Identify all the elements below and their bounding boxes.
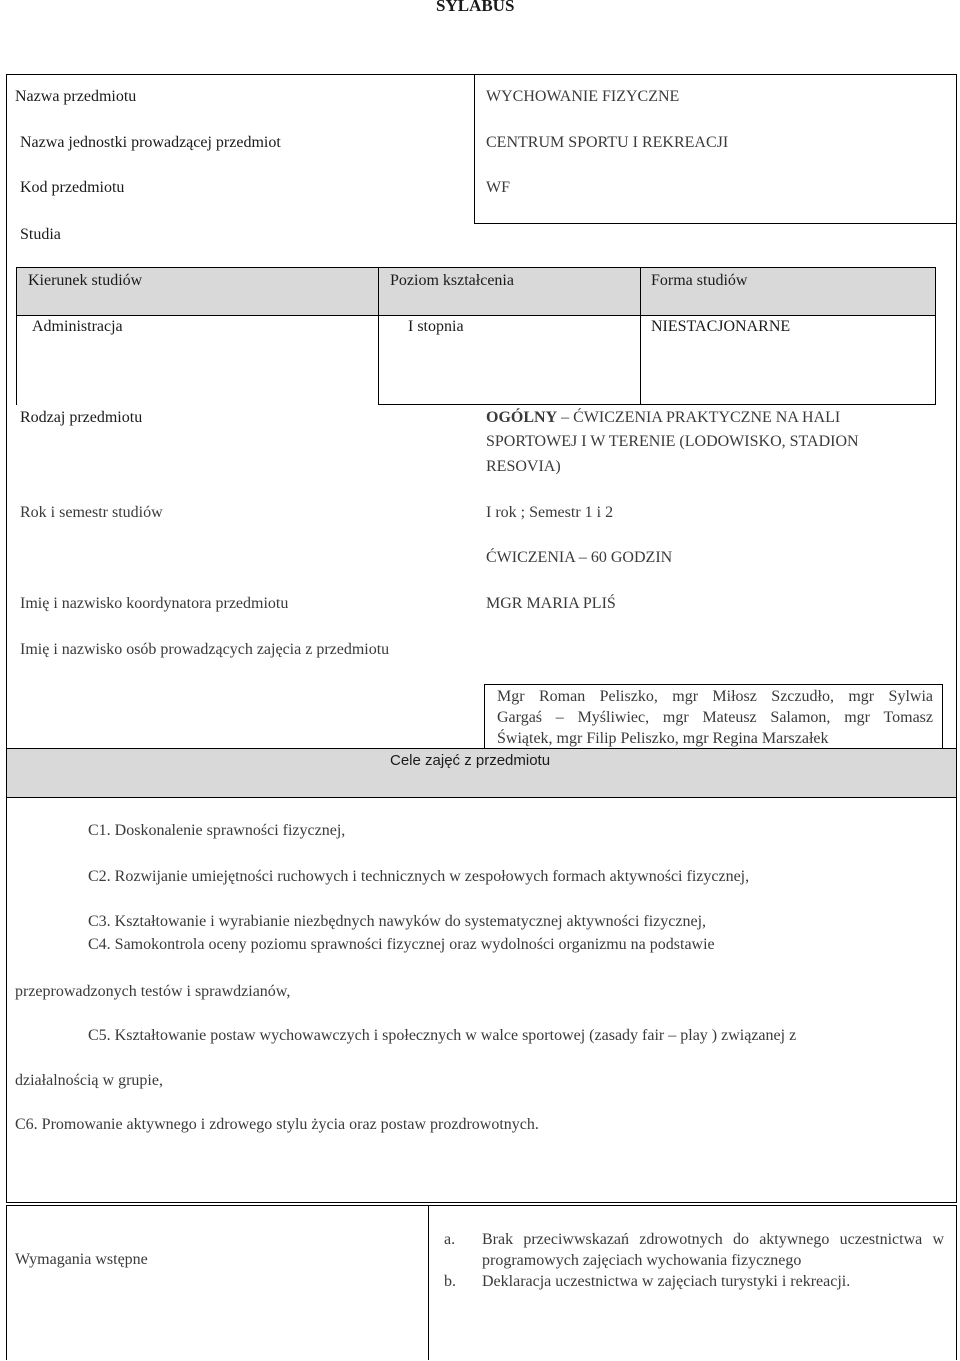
page-title: SYLABUS <box>436 0 515 15</box>
goal-c3: C3. Kształtowanie i wyrabianie niezbędnych nawyków do systematycznej aktywności fizycznej, <box>88 913 707 930</box>
studies-header-level: Poziom kształcenia <box>390 272 514 289</box>
type-value-line3: RESOVIA) <box>486 458 561 475</box>
table-divider-top <box>474 74 475 224</box>
requirement-item <box>444 1271 944 1292</box>
table-border-right <box>956 74 957 798</box>
teachers-box-left <box>484 684 485 748</box>
requirement-item <box>444 1229 944 1271</box>
type-value-bold: OGÓLNY <box>486 409 558 426</box>
teachers-list <box>497 686 933 749</box>
studies-border-bottom <box>378 404 936 405</box>
studies-header-form: Forma studiów <box>651 272 748 289</box>
requirements-list <box>444 1229 944 1292</box>
type-value-line2: SPORTOWEJ I W TERENIE (LODOWISKO, STADION <box>486 433 859 450</box>
unit-label: Nazwa jednostki prowadzącej przedmiot <box>20 134 281 151</box>
coordinator-value: MGR MARIA PLIŚ <box>486 595 616 612</box>
goal-c4: C4. Samokontrola oceny poziomu sprawności fizycznej oraz wydolności organizmu na podstawie <box>88 936 715 953</box>
studies-value-level: I stopnia <box>408 318 464 335</box>
hours-value: ĆWICZENIA – 60 GODZIN <box>486 549 673 566</box>
req-divider <box>428 1205 429 1360</box>
table-border-top <box>6 74 957 75</box>
studies-value-field: Administracja <box>32 318 123 335</box>
studies-divider-2 <box>640 267 641 405</box>
year-value: I rok ; Semestr 1 i 2 <box>486 504 614 521</box>
teachers-box-right <box>942 684 943 748</box>
goals-border-right <box>956 797 957 1203</box>
teachers-line: Gargaś – Myśliwiec, mgr Mateusz Salamon, mgr Tomasz <box>497 709 933 726</box>
year-label: Rok i semestr studiów <box>20 504 163 521</box>
req-border-top <box>6 1205 957 1206</box>
studies-border-left <box>16 267 17 405</box>
studies-header-field: Kierunek studiów <box>28 272 143 289</box>
coordinator-label: Imię i nazwisko koordynatora przedmiotu <box>20 595 289 612</box>
teachers-box-top <box>484 684 943 685</box>
table-hline <box>474 223 957 224</box>
req-border-right <box>956 1205 957 1360</box>
goal-c5: C5. Kształtowanie postaw wychowawczych i społecznych w walce sportowej (zasady fair – play ) związanej z <box>88 1027 797 1044</box>
studies-divider-1 <box>378 267 379 405</box>
goals-header: Cele zajęć z przedmiotu <box>390 752 551 769</box>
subject-name-label: Nazwa przedmiotu <box>15 88 137 105</box>
type-label: Rodzaj przedmiotu <box>20 409 143 426</box>
code-value: WF <box>486 179 510 196</box>
requirements-label: Wymagania wstępne <box>15 1251 148 1268</box>
studies-border-right <box>935 267 936 405</box>
studies-header-bottom <box>16 315 936 316</box>
requirement-text: Deklaracja uczestnictwa w zajęciach turystyki i rekreacji. <box>482 1273 851 1290</box>
teachers-line: Mgr Roman Peliszko, mgr Miłosz Szczudło, mgr Sylwia <box>497 688 933 705</box>
requirement-marker: a. <box>444 1231 456 1248</box>
goals-border-bottom <box>6 1202 957 1203</box>
requirement-marker: b. <box>444 1273 456 1290</box>
teachers-label: Imię i nazwisko osób prowadzących zajęcia z przedmiotu <box>20 641 390 658</box>
req-border-left <box>6 1205 7 1360</box>
goals-border-left <box>6 797 7 1203</box>
type-value-line1 <box>486 408 840 428</box>
goal-c1: C1. Doskonalenie sprawności fizycznej, <box>88 822 346 839</box>
goal-c6: C6. Promowanie aktywnego i zdrowego stylu życia oraz postaw prozdrowotnych. <box>15 1116 539 1133</box>
goal-c2: C2. Rozwijanie umiejętności ruchowych i technicznych w zespołowych formach aktywności fizycznej, <box>88 868 750 885</box>
goal-c5-cont: działalnością w grupie, <box>15 1072 163 1089</box>
table-border-left <box>6 74 7 798</box>
goal-c4-cont: przeprowadzonych testów i sprawdzianów, <box>15 983 291 1000</box>
teachers-line: Świątek, mgr Filip Peliszko, mgr Regina Marszałek <box>497 730 829 747</box>
requirement-text: Brak przeciwwskazań zdrowotnych do aktywnego uczestnictwa w programowych zajęciach wychowania fizycznego <box>482 1231 944 1269</box>
studies-value-form: NIESTACJONARNE <box>651 318 791 335</box>
studies-label: Studia <box>20 226 61 243</box>
subject-name-value: WYCHOWANIE FIZYCZNE <box>486 88 680 105</box>
unit-value: CENTRUM SPORTU I REKREACJI <box>486 134 729 151</box>
goals-header-bottom <box>6 797 957 798</box>
type-value-rest: – ĆWICZENIA PRAKTYCZNE NA HALI <box>561 409 841 426</box>
code-label: Kod przedmiotu <box>20 179 125 196</box>
